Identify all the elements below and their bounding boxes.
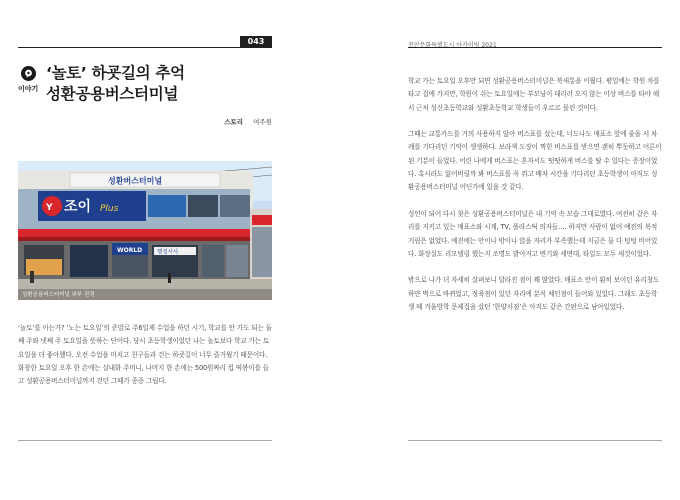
svg-text:Y: Y [46,203,53,213]
right-page [340,0,680,500]
top-rule [18,47,272,48]
paragraph: 그때는 교통카드를 거의 사용하지 않아 버스표를 샀는데, 너도나도 매표소 앞에 줄을 서 차례를 기다리던 기억이 생생하다. 보라색 도장이 찍힌 버스표를 받으면 괜히 뿌듯하고 어른이 된 기분이 들었다. 어린 나에게 버스표는 혼자서도 떳떳하게 버스를 탈 수 있다는 증장이었다. 혹시라도 잃어버릴까 봐 버스표를 꼭 쥐고 배차 시간을 기다리던 초등학생이 아직도 성환공용버스터미널 어딘가에 있을 것 같다. [408,130,662,192]
category-label: 이야기 [18,85,39,93]
title-line-2: 성환공용버스터미널 [46,85,179,103]
publication-title: 천안문화특별도시 아카이빙 2021 [408,42,497,49]
bottom-rule-right [408,440,662,441]
byline-name: 여주원 [253,118,272,126]
photo-caption: 성환공용버스터미널 외부 전경 [22,292,95,298]
sign-bank-text: 행정서사 [157,249,179,256]
sign-world-text: WORLD [117,247,143,254]
byline-role: 스토리 [224,118,244,126]
paragraph: 밖으로 나가 더 자세히 살펴보니 달라진 점이 꽤 많았다. 매표소 안이 훤히 보이던 유리창도 하얀 벽으로 바뀌었고, 정육점이 있던 자리에 분식 체인점이 들어와 있었다. 그래도 초등학생 때 겨울방학 문제집을 샀던 ‘한양서점’은 아직도 같은 간판으로 남아있었다. [408,276,660,312]
paragraph: 성인이 되어 다시 찾은 성환공용버스터미널은 내 기억 속 모습 그대로였다. 여전히 같은 자리를 지키고 있는 매표소와 시계, TV, 플라스틱 의자들…. 하지만 사람이 없어 예전의 북적거림은 없었다. 예전에는 안이나 밖이나 앉을 자리가 부족했는데 지금은 둘 다 텅텅 비어있다. 화장실도 리모델링 했는지 조명도 밝아지고 변기와 세면대, 타일도 모두 새것이었다. [408,209,658,258]
sign-main-text: 성환버스터미널 [108,176,163,186]
terminal-photo [18,161,272,300]
article-title [46,63,185,105]
bottom-rule-left [18,440,272,441]
speech-bubble-icon [21,66,36,81]
page-number: 043 [240,36,272,47]
sign-joy-sub-text: Plus [100,204,119,214]
body-text-left: ‘놀토’를 아는가? ‘노는 토요일’의 준말로 주6일제 수업을 하던 시기, 학교를 안 가도 되는 둘째 주와 넷째 주 토요일을 뜻하는 단어다. 당시 초등학생이었던 나는 놀토보다 학교 가는 토요일을 더 좋아했다. 오전 수업을 마치고 친구들과 걷는 하굣길이 너무 즐거웠기 때문이다. 화창한 토요일 오후 한 손에는 실내화 주머니, 나머지 한 손에는 500원짜리 컵 떡볶이를 들고 성환공용버스터미널까지 걷던 그때가 종종 그립다. [18,324,272,386]
byline [224,117,272,126]
sign-joy-text: 조이 [64,199,92,215]
title-line-1: ‘놀토’ 하굣길의 추억 [46,64,185,82]
body-text-right [408,75,662,328]
top-rule-right [408,47,662,48]
paragraph: 학교 가는 토요일 오후만 되면 성환공용버스터미널은 북새통을 이뤘다. 평일에는 학원 차를 타고 집에 가지만, 학원이 쉬는 토요일에는 부모님이 데리러 오지 않는 이상 버스를 타야 해서 근처 성신초등학교와 성환초등학교 학생들이 우르르 몰린 것이다. [408,77,660,112]
